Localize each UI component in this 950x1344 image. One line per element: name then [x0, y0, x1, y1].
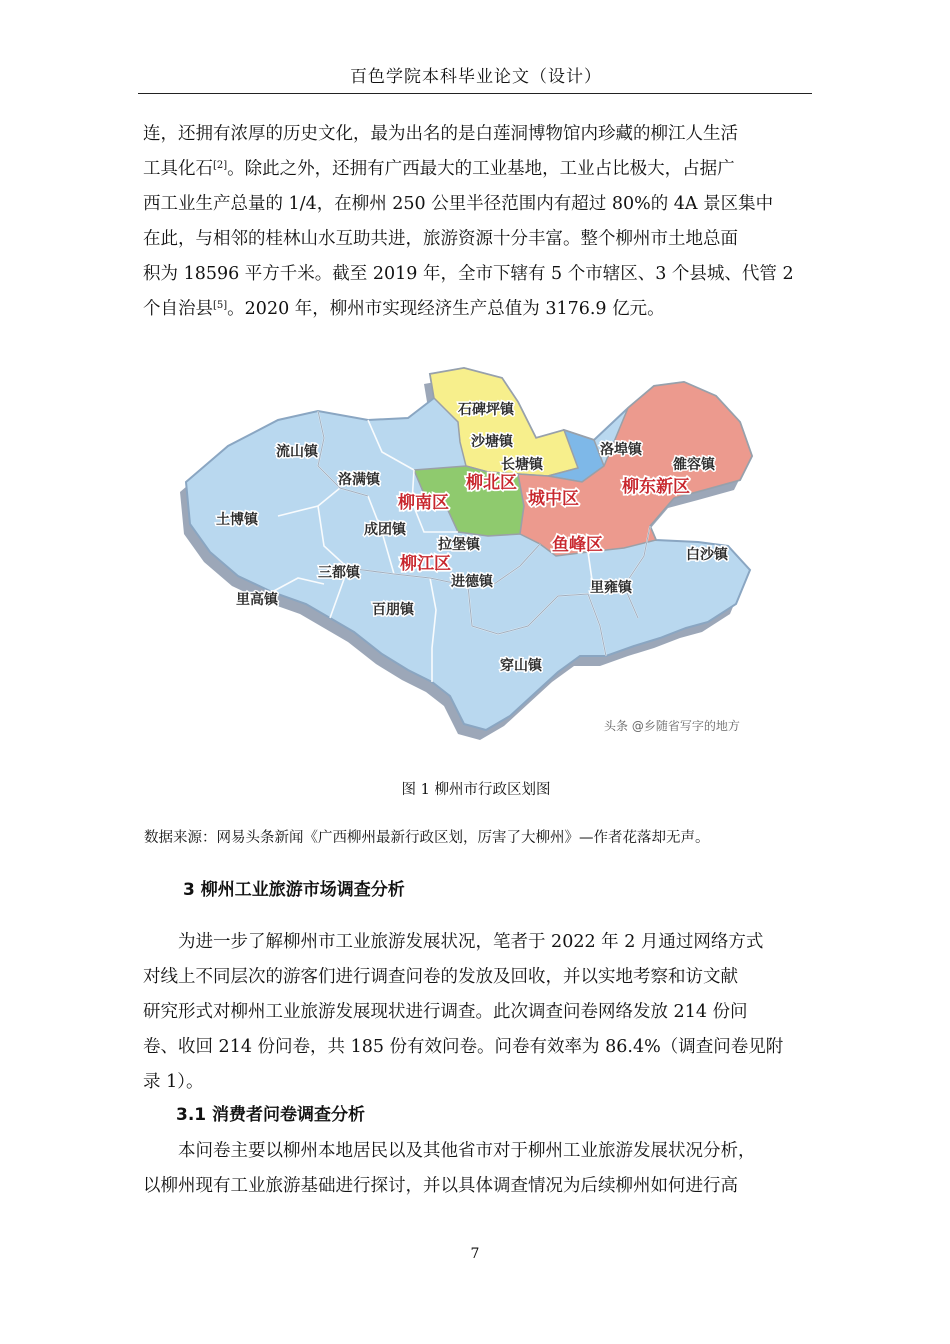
paragraph-1-line-6b: 。2020 年，柳州市实现经济生产总值为 3176.9 亿元。	[227, 299, 665, 319]
paragraph-2	[143, 925, 808, 1100]
label-chengzhong: 城中区	[528, 489, 579, 509]
label-tubo: 土博镇	[216, 512, 258, 528]
label-labao: 拉堡镇	[438, 537, 480, 553]
paragraph-1-line-3: 西工业生产总量的 1/4，在柳州 250 公里半径范围内有超过 80%的 4A 景区集中	[143, 194, 774, 214]
label-yufeng: 鱼峰区	[552, 535, 603, 555]
paragraph-1-line-1: 连，还拥有浓厚的历史文化，最为出名的是白莲洞博物馆内珍藏的柳江人生活	[143, 124, 738, 144]
map-watermark: 头条 @乡随省写字的地方	[604, 719, 740, 733]
citation-5: [5]	[213, 300, 228, 311]
paragraph-2-line-3: 研究形式对柳州工业旅游发展现状进行调查。此次调查问卷网络发放 214 份问	[143, 1002, 748, 1022]
label-changtang: 长塘镇	[501, 457, 543, 473]
citation-2: [2]	[213, 160, 228, 171]
running-header: 百色学院本科毕业论文（设计）	[350, 67, 602, 87]
paragraph-1-line-4: 在此，与相邻的桂林山水互助共进，旅游资源十分丰富。整个柳州市土地总面	[143, 229, 738, 249]
label-jinde: 进德镇	[451, 574, 493, 590]
label-chuanshan: 穿山镇	[500, 658, 542, 674]
label-liubei: 柳北区	[466, 473, 517, 493]
paragraph-1	[143, 117, 808, 327]
paragraph-3-line-1: 本问卷主要以柳州本地居民以及其他省市对于柳州工业旅游发展状况分析，	[178, 1141, 756, 1161]
label-luorong: 雒容镇	[673, 457, 715, 473]
label-liushan: 流山镇	[276, 444, 318, 460]
paragraph-3	[143, 1134, 808, 1204]
label-sandu: 三都镇	[318, 565, 360, 581]
label-liujiang: 柳江区	[400, 554, 451, 574]
page-number: 7	[470, 1246, 480, 1262]
paragraph-1-line-6a: 个自治县	[143, 299, 213, 319]
paragraph-2-line-4: 卷、收回 214 份问卷，共 185 份有效问卷。问卷有效率为 86.4%（调查问卷见附	[143, 1037, 784, 1057]
paragraph-1-line-5: 积为 18596 平方千米。截至 2019 年，全市下辖有 5 个市辖区、3 个县城、代管 2	[143, 264, 794, 284]
label-liunan: 柳南区	[398, 493, 449, 513]
paragraph-1-line-2b: 。除此之外，还拥有广西最大的工业基地，工业占比极大，占据广	[227, 159, 735, 179]
figure-caption: 图 1 柳州市行政区划图	[401, 782, 551, 798]
figure-source: 数据来源：网易头条新闻《广西柳州最新行政区划，厉害了大柳州》—作者花落却无声。	[144, 830, 710, 846]
label-liudong-xinqu: 柳东新区	[622, 477, 690, 497]
label-luobu: 洛埠镇	[600, 442, 642, 458]
label-chengtuan: 成团镇	[364, 522, 406, 538]
paragraph-1-line-2	[143, 152, 808, 187]
paragraph-2-line-5: 录 1）。	[143, 1072, 204, 1092]
label-baipeng: 百朋镇	[372, 602, 414, 618]
label-liyong: 里雍镇	[590, 580, 632, 596]
label-luoman: 洛满镇	[338, 472, 380, 488]
label-shibeiping: 石碑坪镇	[458, 402, 514, 418]
paragraph-2-line-1: 为进一步了解柳州市工业旅游发展状况，笔者于 2022 年 2 月通过网络方式	[178, 932, 764, 952]
paragraph-1-line-2a: 工具化石	[143, 159, 213, 179]
header-rule	[138, 93, 812, 94]
paragraph-1-line-6	[143, 292, 808, 327]
label-shatang: 沙塘镇	[471, 434, 513, 450]
paragraph-2-line-2: 对线上不同层次的游客们进行调查问卷的发放及回收，并以实地考察和访文献	[143, 967, 738, 987]
liuzhou-admin-map	[168, 356, 818, 744]
paragraph-3-line-2: 以柳州现有工业旅游基础进行探讨，并以具体调查情况为后续柳州如何进行高	[143, 1176, 738, 1196]
label-baisha: 白沙镇	[686, 547, 728, 563]
map-svg	[168, 356, 818, 744]
label-ligao: 里高镇	[236, 592, 278, 608]
section-3-heading: 3 柳州工业旅游市场调查分析	[183, 880, 405, 900]
section-3-1-heading: 3.1 消费者问卷调查分析	[176, 1105, 366, 1125]
